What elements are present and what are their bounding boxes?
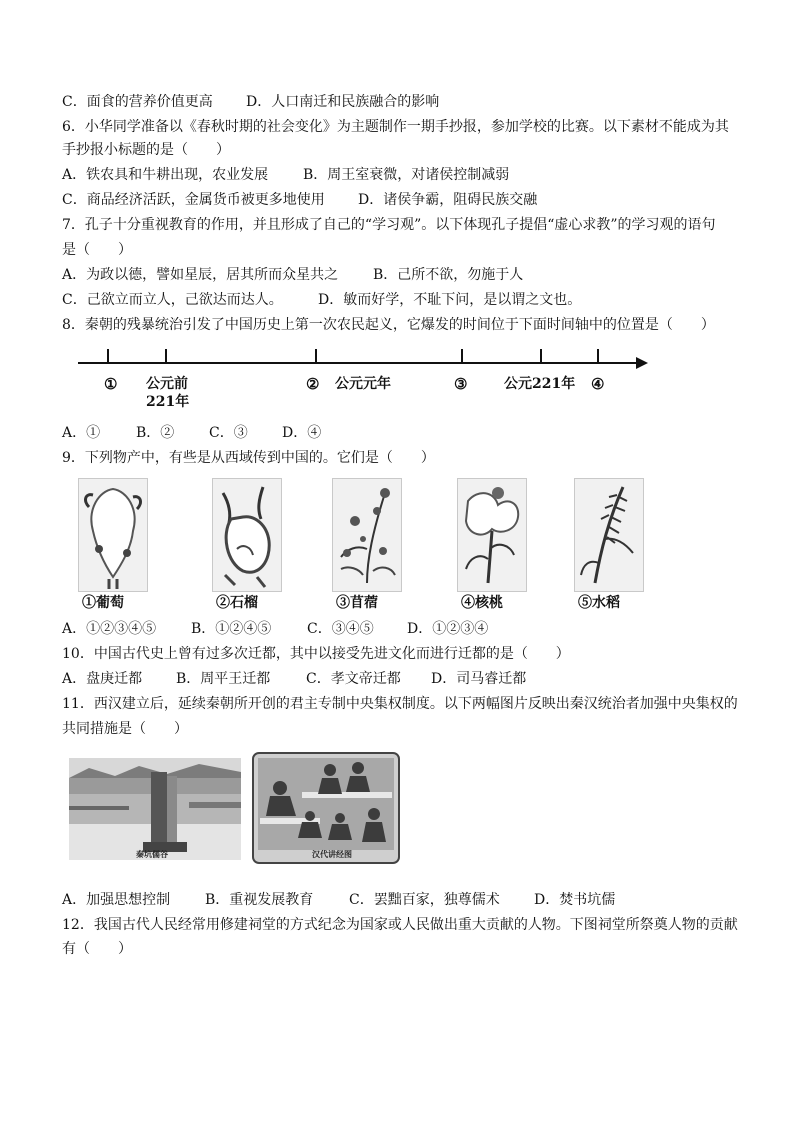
q5-option-d: D．人口南迁和民族融合的影响	[246, 94, 440, 110]
q7-option-d: D．敏而好学，不耻下问，是以谓之文也。	[318, 292, 582, 308]
q11-option-d: D．焚书坑儒	[534, 892, 616, 908]
timeline-marker-3: ③	[454, 375, 468, 393]
q10-option-c: C．孝文帝迁都	[306, 671, 401, 687]
q8-option-b: B．②	[136, 425, 175, 441]
q11-stem-line2: 共同措施是（ ）	[62, 721, 188, 737]
q6-option-b: B．周王室衰微，对诸侯控制减弱	[303, 167, 510, 183]
q10-stem: 10．中国古代史上曾有过多次迁都，其中以接受先进文化而进行迁都的是（ ）	[62, 646, 570, 662]
q8-option-c: C．③	[209, 425, 248, 441]
q7-option-a: A．为政以德，譬如星辰，居其所而众星共之	[62, 267, 339, 283]
pomegranate-icon	[212, 478, 282, 592]
q11-stem-line1: 11．西汉建立后，延续秦朝所开创的君主专制中央集权制度。以下两幅图片反映出秦汉统治者加强中央集权的	[62, 696, 738, 712]
timeline-marker-1: ①	[104, 375, 118, 393]
timeline-marker-4: ④	[591, 375, 605, 393]
q9-image-row	[74, 478, 644, 613]
q5-option-c: C．面食的营养价值更高	[62, 94, 213, 110]
q10-option-d: D．司马睿迁都	[431, 671, 527, 687]
q7-stem-line2: 是（ ）	[62, 242, 132, 258]
timeline-label-221ad: 公元221年	[504, 376, 576, 392]
q6-option-d: D．诸侯争霸，阻碍民族交融	[358, 192, 538, 208]
q11-option-b: B．重视发展教育	[205, 892, 314, 908]
q12-stem-line2: 有（ ）	[62, 941, 132, 957]
alfalfa-icon	[332, 478, 402, 592]
photo-han-lecture-caption: 汉代讲经图	[312, 849, 352, 859]
q6-option-c: C．商品经济活跃，金属货币被更多地使用	[62, 192, 325, 208]
q6-stem-line1: 6．小华同学准备以《春秋时期的社会变化》为主题制作一期手抄报，参加学校的比赛。以下素材不能成为其	[62, 119, 729, 135]
grape-label: ①葡萄	[82, 595, 124, 611]
q9-option-b: B．①②④⑤	[191, 621, 272, 637]
alfalfa-label: ③苜蓿	[336, 595, 378, 611]
q9-option-d: D．①②③④	[407, 621, 489, 637]
q6-stem-line2: 手抄报小标题的是（ ）	[62, 142, 230, 158]
q11-option-c: C．罢黜百家，独尊儒术	[349, 892, 500, 908]
q6-option-a: A．铁农具和牛耕出现，农业发展	[62, 167, 269, 183]
photo-qin-valley-caption: 秦坑儒谷	[136, 849, 168, 859]
q10-option-a: A．盘庚迁都	[62, 671, 143, 687]
walnut-label: ④核桃	[461, 595, 503, 611]
timeline-label-221bc-year: 221年	[146, 394, 190, 410]
rice-icon	[574, 478, 644, 592]
timeline-marker-2: ②	[306, 375, 320, 393]
q7-option-b: B．己所不欲，勿施于人	[373, 267, 524, 283]
photo-qin-valley	[69, 758, 241, 860]
q8-timeline	[78, 345, 648, 415]
q8-option-d: D．④	[282, 425, 322, 441]
q12-stem-line1: 12．我国古代人民经常用修建祠堂的方式纪念为国家或人民做出重大贡献的人物。下图祠堂所祭奠人物的贡献	[62, 917, 738, 933]
timeline-label-ad1: 公元元年	[335, 376, 391, 392]
q7-option-c: C．己欲立而立人，己欲达而达人。	[62, 292, 283, 308]
walnut-icon	[457, 478, 527, 592]
rice-label: ⑤水稻	[578, 595, 620, 611]
q10-option-b: B．周平王迁都	[176, 671, 271, 687]
q8-option-a: A．①	[62, 425, 101, 441]
q7-stem-line1: 7．孔子十分重视教育的作用，并且形成了自己的“学习观”。以下体现孔子提倡“虚心求教”的学习观的语句	[62, 217, 716, 233]
q9-option-a: A．①②③④⑤	[62, 621, 157, 637]
photo-han-lecture	[252, 752, 400, 864]
q9-stem: 9．下列物产中，有些是从西域传到中国的。它们是（ ）	[62, 450, 435, 466]
q11-option-a: A．加强思想控制	[62, 892, 171, 908]
timeline-label-221bc: 公元前	[146, 376, 188, 392]
grape-icon	[78, 478, 148, 592]
q8-stem: 8．秦朝的残暴统治引发了中国历史上第一次农民起义，它爆发的时间位于下面时间轴中的位置是（ ）	[62, 317, 715, 333]
pomegranate-label: ②石榴	[216, 595, 258, 611]
q9-option-c: C．③④⑤	[307, 621, 374, 637]
